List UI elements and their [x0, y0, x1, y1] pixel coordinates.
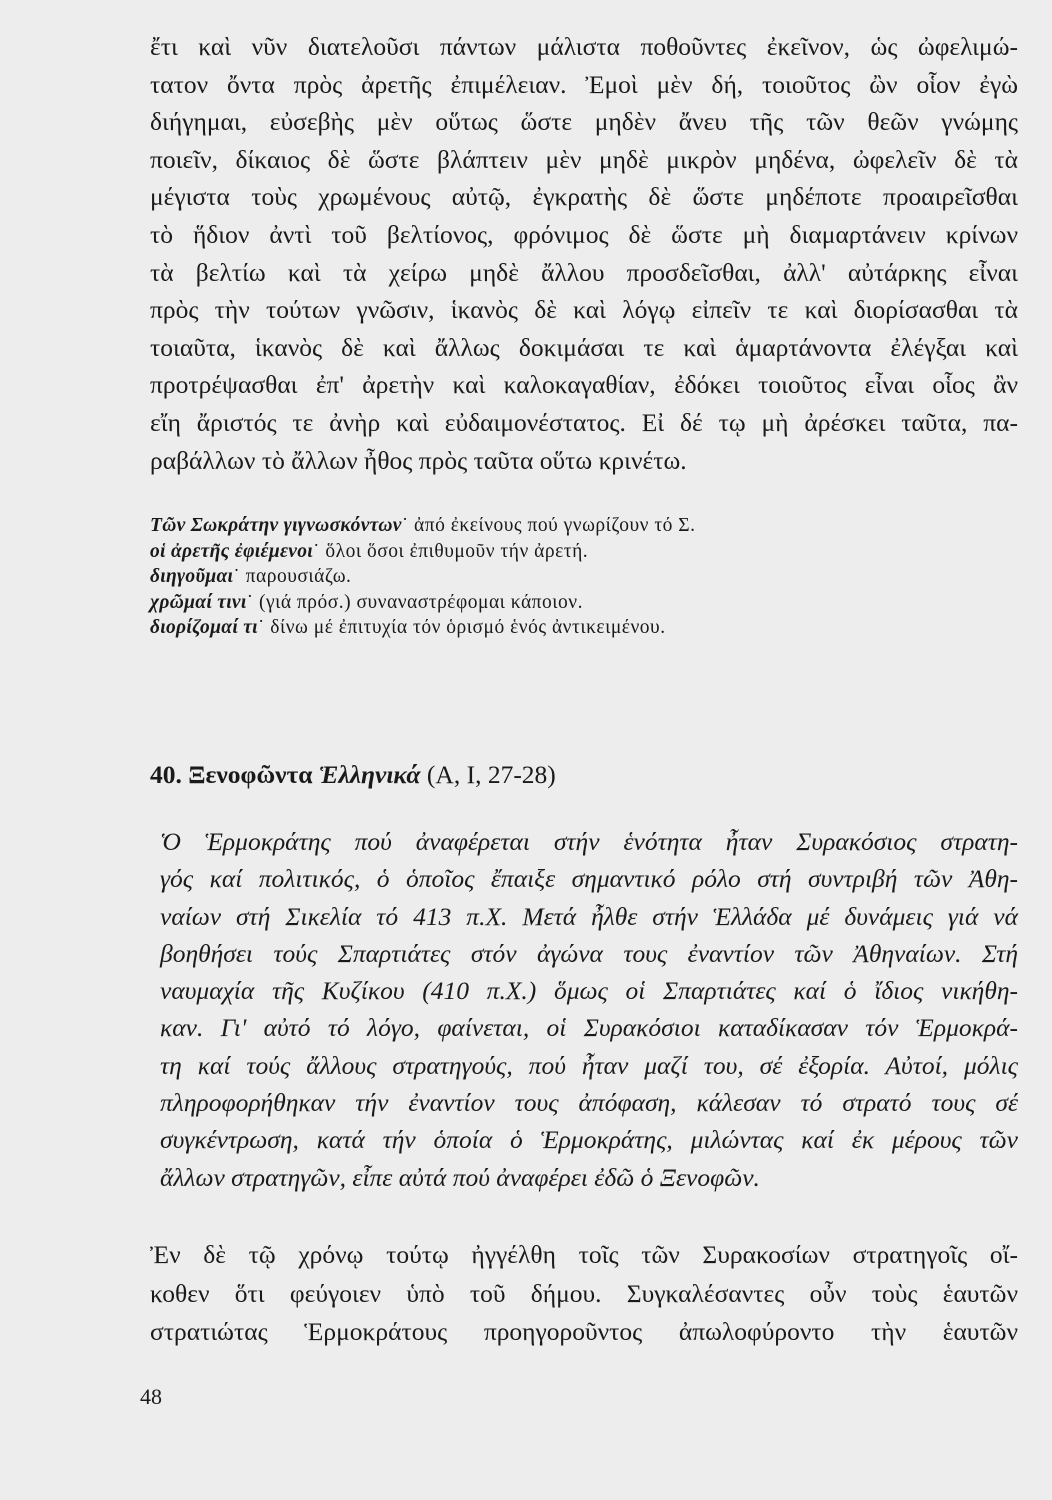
text-line: πρὸς τὴν τούτων γνῶσιν, ἱκανὸς δὲ καὶ λόγῳ εἰπεῖν τε καὶ διορίσασθαι τὰ: [150, 295, 1018, 325]
intro-line: γός καί πολιτικός, ὁ ὁποῖος ἔπαιξε σημαντικό ρόλο στή συντριβή τῶν Ἀθη-: [160, 864, 1018, 894]
glossary-term: διηγοῦμαι: [150, 566, 234, 588]
glossary-definition: ˙ (γιά πρόσ.) συναναστρέφομαι κάποιον.: [246, 591, 583, 613]
section-reference: (Α, Ι, 27-28): [426, 760, 556, 789]
glossary-entry: [150, 513, 910, 539]
intro-line: συγκέντρωση, κατά τήν ὁποία ὁ Ἑρμοκράτης, μιλώντας καί ἐκ μέρους τῶν: [160, 1125, 1018, 1155]
section-work-title: Ἑλληνικά: [318, 760, 421, 789]
glossary-definition: ˙ ἀπό ἐκείνους πού γνωρίζουν τό Σ.: [401, 515, 696, 536]
text-line: τοιαῦτα, ἱκανὸς δὲ καὶ ἄλλως δοκιμάσαι τε καὶ ἁμαρτάνοντα ἐλέγξαι καὶ: [150, 332, 1018, 362]
page-number: 48: [140, 1384, 162, 1409]
text-line: προτρέψασθαι ἐπ' ἀρετὴν καὶ καλοκαγαθίαν, ἐδόκει τοιοῦτος εἶναι οἷος ἂν: [150, 370, 1018, 400]
text-line: τὸ ἥδιον ἀντὶ τοῦ βελτίονος, φρόνιμος δὲ ὥστε μὴ διαμαρτάνειν κρίνων: [150, 219, 1018, 249]
intro-line: βοηθήσει τούς Σπαρτιάτες στόν ἀγώνα τους ἐναντίον τῶν Ἀθηναίων. Στή: [160, 938, 1018, 968]
glossary-term: διορίζομαί τι: [150, 617, 258, 639]
intro-paragraph: [160, 823, 1018, 1196]
text-line: ἔτι καὶ νῦν διατελοῦσι πάντων μάλιστα ποθοῦντες ἐκεῖνον, ὡς ὠφελιμώ-: [150, 32, 1018, 61]
text-line: διήγημαι, εὐσεβὴς μὲν οὕτως ὥστε μηδὲν ἄνευ τῆς τῶν θεῶν γνώμης: [150, 107, 1018, 137]
text-line: ποιεῖν, δίκαιος δὲ ὥστε βλάπτειν μὲν μηδὲ μικρὸν μηδένα, ὠφελεῖν δὲ τὰ: [150, 144, 1018, 174]
text-line: τὰ βελτίω καὶ τὰ χείρω μηδὲ ἄλλου προσδεῖσθαι, ἀλλ' αὐτάρκης εἶναι: [150, 257, 1018, 287]
intro-line: καν. Γι' αὐτό τό λόγο, φαίνεται, οἱ Συρακόσιοι καταδίκασαν τόν Ἑρμοκρά-: [160, 1013, 1018, 1043]
intro-line: Ὁ Ἑρμοκράτης πού ἀναφέρεται στήν ἑνότητα ἦταν Συρακόσιος στρατη-: [160, 827, 1018, 856]
passage-line: στρατιώτας Ἑρμοκράτους προηγοροῦντος ἀπωλοφύροντο τὴν ἑαυτῶν: [150, 1317, 1018, 1346]
greek-passage: [150, 1236, 1018, 1352]
glossary-entry: [150, 615, 910, 641]
glossary-definition: ˙ δίνω μέ ἐπιτυχία τόν ὁρισμό ἑνός ἀντικειμένου.: [257, 617, 666, 639]
passage-line: Ἐν δὲ τῷ χρόνῳ τούτῳ ἠγγέλθη τοῖς τῶν Συρακοσίων στρατηγοῖς οἴ-: [150, 1240, 1018, 1269]
text-line: εἴη ἄριστός τε ἀνὴρ καὶ εὐδαιμονέστατος. Εἰ δέ τῳ μὴ ἀρέσκει ταῦτα, πα-: [150, 407, 1018, 437]
section-number: 40.: [150, 760, 182, 789]
glossary-term: οἱ ἀρετῆς ἐφιέμενοι: [150, 540, 313, 562]
main-greek-text: [150, 28, 1018, 479]
glossary-term: Τῶν Σωκράτην γιγνωσκόντων: [150, 515, 402, 536]
intro-line: τη καί τούς ἄλλους στρατηγούς, πού ἦταν μαζί του, σέ ἐξορία. Αὐτοί, μόλις: [160, 1050, 1018, 1080]
glossary-definition: ˙ ὅλοι ὅσοι ἐπιθυμοῦν τήν ἀρετή.: [313, 540, 589, 562]
glossary-definition: ˙ παρουσιάζω.: [233, 566, 352, 588]
intro-line: ἄλλων στρατηγῶν, εἶπε αὐτά πού ἀναφέρει ἐδῶ ὁ Ξενοφῶν.: [160, 1162, 760, 1192]
passage-line: κοθεν ὅτι φεύγοιεν ὑπὸ τοῦ δήμου. Συγκαλέσαντες οὖν τοὺς ἑαυτῶν: [150, 1278, 1018, 1308]
text-line: τατον ὄντα πρὸς ἀρετῆς ἐπιμέλειαν. Ἐμοὶ μὲν δή, τοιοῦτος ὢν οἷον ἐγὼ: [150, 69, 1018, 99]
glossary-entry: [150, 564, 910, 590]
glossary-term: χρῶμαί τινι: [150, 591, 247, 613]
text-line: μέγιστα τοὺς χρωμένους αὐτῷ, ἐγκρατὴς δὲ ὥστε μηδέποτε προαιρεῖσθαι: [150, 182, 1018, 212]
glossary-entry: [150, 590, 910, 616]
intro-line: πληροφορήθηκαν τήν ἐναντίον τους ἀπόφαση, κάλεσαν τό στρατό τους σέ: [160, 1088, 1018, 1118]
intro-line: ναίων στή Σικελία τό 413 π.Χ. Μετά ἦλθε στήν Ἑλλάδα μέ δυνάμεις γιά νά: [160, 901, 1018, 931]
intro-line: ναυμαχία τῆς Κυζίκου (410 π.Χ.) ὅμως οἱ Σπαρτιάτες καί ὁ ἴδιος νικήθη-: [160, 976, 1018, 1006]
glossary-entry: [150, 539, 910, 565]
section-author: Ξενοφῶντα: [188, 760, 313, 789]
text-line: ραβάλλων τὸ ἄλλων ἦθος πρὸς ταῦτα οὕτω κρινέτω.: [150, 445, 687, 475]
section-heading: [150, 760, 556, 790]
glossary: [150, 513, 910, 641]
